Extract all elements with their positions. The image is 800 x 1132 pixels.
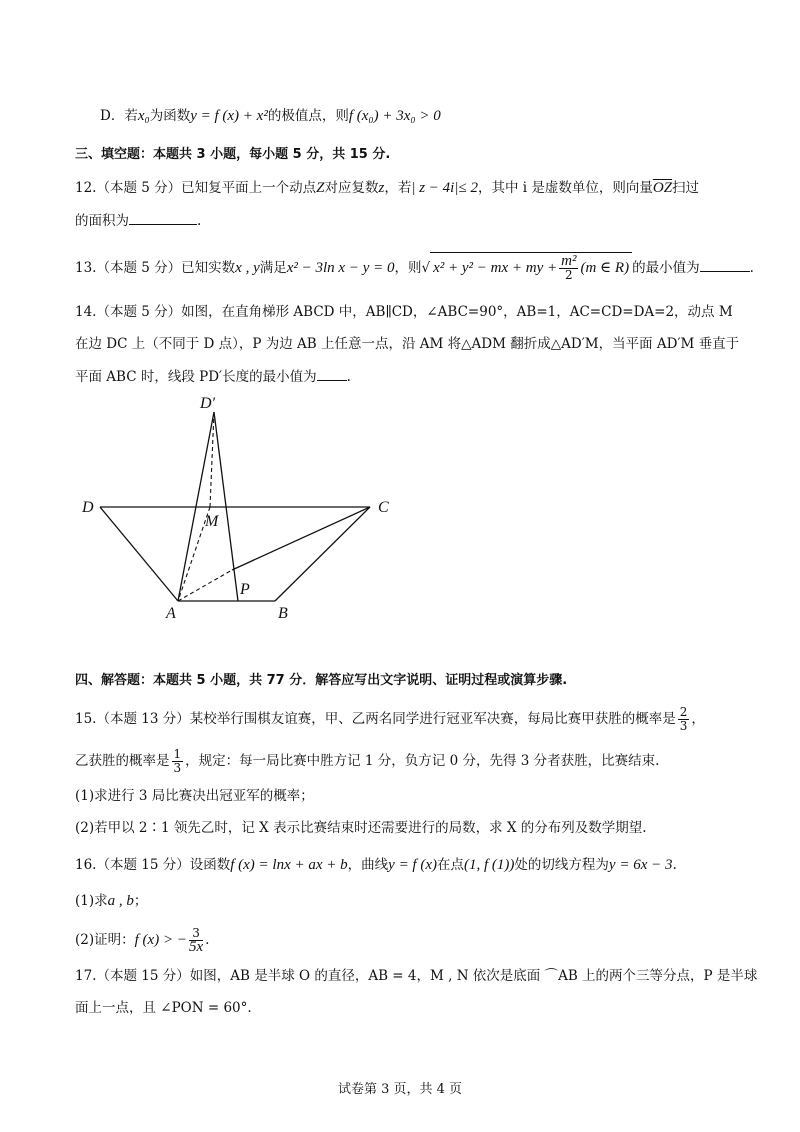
answer-blank xyxy=(700,257,750,272)
label-d-prime: D′ xyxy=(200,395,216,412)
edge-da xyxy=(100,507,178,601)
edge-ac-visible xyxy=(232,507,370,570)
label-d: D xyxy=(82,499,94,516)
label-p: P xyxy=(240,581,250,598)
q15-part1: (1)求进行 3 局比赛决出冠亚军的概率； xyxy=(75,788,314,804)
section3-title: 三、填空题：本题共 3 小题，每小题 5 分，共 15 分. xyxy=(75,147,391,162)
q16-part1: (1)求a , b； xyxy=(75,893,148,909)
q15-line1: 15.（本题 13 分）某校举行围棋友谊赛，甲、乙两名同学进行冠亚军决赛，每局比赛甲获胜的概率是 $\frac{2}{3}$ ， xyxy=(75,705,705,733)
section4-title: 四、解答题：本题共 5 小题，共 77 分．解答应写出文字说明、证明过程或演算步骤. xyxy=(75,673,568,688)
edge-bc xyxy=(275,507,370,601)
q17-line1: 17.（本题 15 分）如图，AB 是半球 O 的直径，AB = 4，M , N 依次是底面 ⌒AB 上的两个三等分点，P 是半球 xyxy=(75,968,758,984)
q11-option-d: D．若x₀为函数y = f (x) + x²的极值点，则f (x₀) + 3x₀ > 0 xyxy=(100,108,441,124)
q14-line2: 在边 DC 上（不同于 D 点），P 为边 AB 上任意一点，沿 AM 将△ADM 翻折成△AD′M，当平面 AD′M 垂直于 xyxy=(75,336,740,352)
page-footer: 试卷第 3 页，共 4 页 xyxy=(337,1082,463,1097)
sqrt-expression: x² + y² − mx + my + $\frac{\text{m²}}{2}$ (m ∈ R) xyxy=(430,252,632,282)
edge-d-prime-m xyxy=(210,412,214,507)
q15-line2: 乙获胜的概率是 $\frac{1}{3}$ ，规定：每一局比赛中胜方记 1 分，负方记 0 分，先得 3 分者获胜，比赛结束. xyxy=(75,747,660,775)
q15-part2: (2)若甲以 2∶1 领先乙时，记 X 表示比赛结束时还需要进行的局数，求 X 的分布列及数学期望. xyxy=(75,820,647,836)
q16-part2: (2)证明：f (x) > − $\frac{3}{5x}$ . xyxy=(75,926,210,955)
q12-line2: 的面积为 . xyxy=(75,210,201,231)
label-m: M xyxy=(205,513,219,530)
q12-line1: 12.（本题 5 分）已知复平面上一个动点Z对应复数z，若| z − 4i|≤ 2，其中 i 是虚数单位，则向量$\overline{OZ}$扫过 xyxy=(75,180,700,196)
q14-line1: 14.（本题 5 分）如图，在直角梯形 ABCD 中，AB∥CD，∠ABC=90°，AB=1，AC=CD=DA=2，动点 M xyxy=(75,304,733,320)
label-a: A xyxy=(166,605,176,620)
sqrt-sign: √ xyxy=(421,260,431,276)
q17-line2: 面上一点，且 ∠PON = 60°. xyxy=(75,1000,252,1016)
trapezoid-fold-figure xyxy=(70,390,430,620)
answer-blank xyxy=(129,210,197,225)
q14-line3: 平面 ABC 时，线段 PD′长度的最小值为 . xyxy=(75,366,351,387)
q13-line: 13.（本题 5 分）已知实数x , y满足x² − 3ln x − y = 0，则√ x² + y² − mx + my + $\frac{\text{m²}}{2}$ (m ∈ R) 的最小值为 . xyxy=(75,253,754,282)
q16-line: 16.（本题 15 分）设函数f (x) = lnx + ax + b，曲线y = f (x)在点(1, f (1))处的切线方程为y = 6x − 3. xyxy=(75,857,677,873)
label-b: B xyxy=(278,605,288,620)
edge-ac-hidden xyxy=(178,570,232,601)
label-c: C xyxy=(378,499,389,516)
answer-blank xyxy=(317,366,347,381)
